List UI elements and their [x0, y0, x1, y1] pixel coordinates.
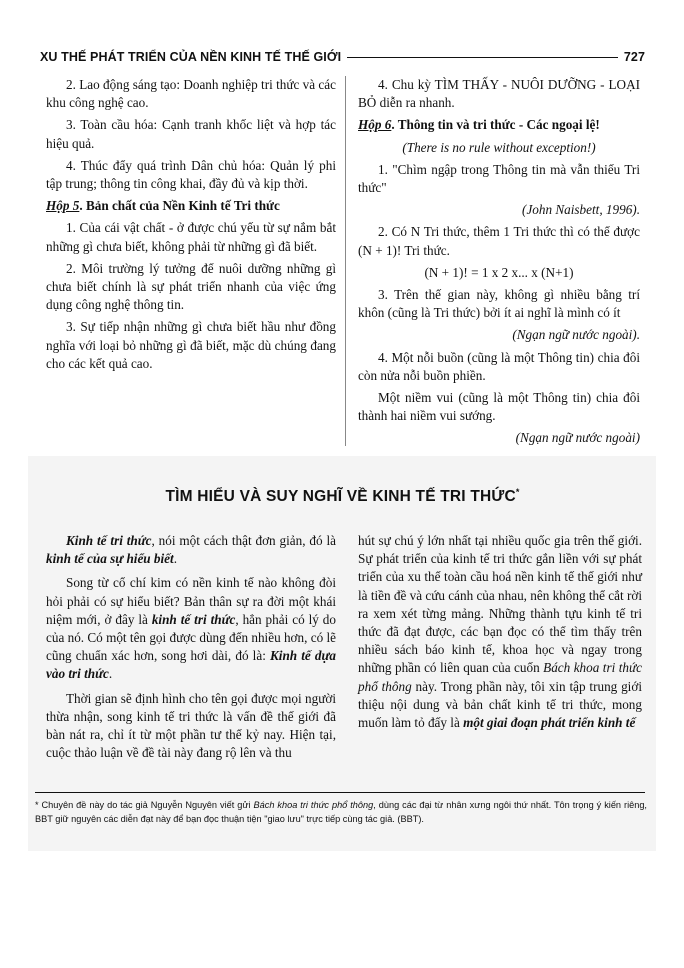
left-column [46, 76, 336, 377]
box5-item: 1. Của cái vật chất - ở được chú yếu từ sự nắm bắt những gì chưa biết, không phải từ những gì đã biết. [46, 220, 336, 254]
box5-title [46, 197, 336, 215]
box6-label: Hộp 6 [358, 117, 392, 133]
section-right-column [358, 532, 642, 738]
book-title: Bách khoa tri thức phổ thông [358, 660, 642, 694]
footnote-marker: * [515, 487, 520, 497]
footnote-text: , dùng các đại từ nhân xưng ngôi thứ nhất. Tôn trọng ý kiến riêng, BBT giữ nguyên các diễn đạt này để bạn đọc thuận tiện "giao lưu" trực tiếp cùng tác giả. (BBT). [35, 800, 647, 824]
section-left-column [46, 532, 336, 768]
footnote-rule [35, 792, 645, 793]
section-title [40, 487, 645, 506]
proverb-source: (Ngạn ngữ nước ngoài) [515, 430, 640, 446]
list-item: 3. Trên thế gian này, không gì nhiều bằng trí khôn (cũng là Tri thức) bởi ít ai nghĩ là mình có ít [358, 287, 640, 321]
list-item: 2. Lao động sáng tạo: Doanh nghiệp tri thức và các khu công nghệ cao. [46, 77, 336, 111]
box6-title [358, 116, 640, 134]
text: Song từ cổ chí kim có nền kinh tế nào không đòi hỏi phải có sự hiểu biết? Bản thân sự ra đời một khái niệm mới, ở đây là [46, 575, 336, 627]
box5-item: 3. Sự tiếp nhận những gì chưa biết hầu như đồng nghĩa với loại bỏ những gì đã biết, mặc dù chúng đang cho các kết quả cao. [46, 319, 336, 371]
box5-label: Hộp 5 [46, 198, 80, 214]
footnote-text: * Chuyên đề này do tác giả Nguyễn Nguyên viết gửi [35, 800, 254, 810]
footnote-book: Bách khoa tri thức phổ thông [253, 800, 374, 810]
proverb-source: (Ngạn ngữ nước ngoài). [512, 327, 640, 343]
box6-subtitle: (There is no rule without exception!) [402, 139, 596, 155]
box6-heading: . Thông tin và tri thức - Các ngoại lệ! [391, 117, 600, 133]
header-title: XU THẾ PHÁT TRIỂN CỦA NỀN KINH TẾ THẾ GIỚI [40, 50, 342, 64]
text: . [173, 551, 177, 567]
list-item: 3. Toàn cầu hóa: Cạnh tranh khốc liệt và hợp tác hiệu quả. [46, 117, 336, 151]
list-item: Một niềm vui (cũng là một Thông tin) chia đôi thành hai niềm vui sướng. [358, 390, 640, 424]
text: hút sự chú ý lớn nhất tại nhiều quốc gia trên thế giới. Sự phát triển của kinh tế tri thức gắn liền với sự phát triển của xu thế toàn cầu hoá nền kinh tế thế giới như là tiền đề và cứu cánh của nhau, nên không thể cắt rời ra xem xét từng mảng. Những thành tựu kinh tế tri thức đã đạt được, các bạn đọc có thể tìm thấy trên nhiều sách báo kinh tế, khoa học và ngay trong những phần có liên quan của cuốn [358, 533, 642, 676]
term: Kinh tế tri thức [66, 533, 152, 548]
term: kinh tế của sự hiểu biết [46, 551, 174, 567]
paragraph [358, 532, 642, 732]
text: , nói một cách thật đơn giản, đó là [151, 533, 336, 548]
list-item: 4. Chu kỳ TÌM THẤY - NUÔI DƯỠNG - LOẠI BỎ diễn ra nhanh. [358, 77, 640, 111]
list-item: 4. Thúc đẩy quá trình Dân chủ hóa: Quản lý phi tập trung; thông tin công khai, đầy đủ và kịp thời. [46, 157, 336, 192]
text: , hẳn phải có lý do của nó. Có một tên gọi được dùng đến nhiều hơn, có lẽ cũng chuẩn xác hơn, song hơi dài, đó là: [46, 611, 336, 664]
right-column [358, 76, 640, 452]
term: Kinh tế dựa vào tri thức [46, 648, 336, 682]
page-number: 727 [623, 50, 645, 64]
term: kinh tế tri thức [151, 611, 236, 627]
term: một giai đoạn phát triển kinh tế [463, 715, 636, 731]
section-title-text: TÌM HIỂU VÀ SUY NGHĨ VỀ KINH TẾ TRI THỨC [165, 488, 516, 506]
box5-item: 2. Môi trường lý tưởng để nuôi dưỡng những gì chưa biết chính là sự phát triển nhanh của việc ứng dụng công nghệ thông tin. [46, 260, 336, 313]
list-item: 2. Có N Tri thức, thêm 1 Tri thức thì có thể được (N + 1)! Tri thức. [358, 224, 640, 258]
box5-heading: . Bản chất của Nền Kinh tế Tri thức [79, 198, 280, 214]
quote-source: (John Naisbett, 1996). [522, 202, 640, 218]
footnote [35, 799, 647, 826]
formula: (N + 1)! = 1 x 2 x... x (N+1) [424, 264, 574, 280]
paragraph [46, 532, 336, 568]
list-item: 4. Một nỗi buồn (cũng là một Thông tin) chia đôi còn nửa nỗi buồn phiền. [358, 349, 640, 383]
text: . [108, 666, 113, 682]
paragraph [46, 574, 336, 683]
column-divider [345, 76, 346, 446]
header-rule [347, 57, 618, 58]
running-header [40, 47, 645, 67]
paragraph: Thời gian sẽ định hình cho tên gọi được mọi người thừa nhận, song kinh tế tri thức là vấn đề thế giới đã bàn nát ra, chỉ ít từ một phần tư thế kỷ nay. Hiện tại, cuộc thảo luận về đề tài này đang rộ lên và thu [46, 690, 336, 761]
text: này. Trong phần này, tôi xin tập trung giới thiệu nội dung và bản chất kinh tế tri thức, mong muốn làm tỏ đấy là [358, 678, 642, 731]
quote: 1. "Chìm ngập trong Thông tin mà vẫn thiếu Tri thức" [358, 161, 640, 196]
